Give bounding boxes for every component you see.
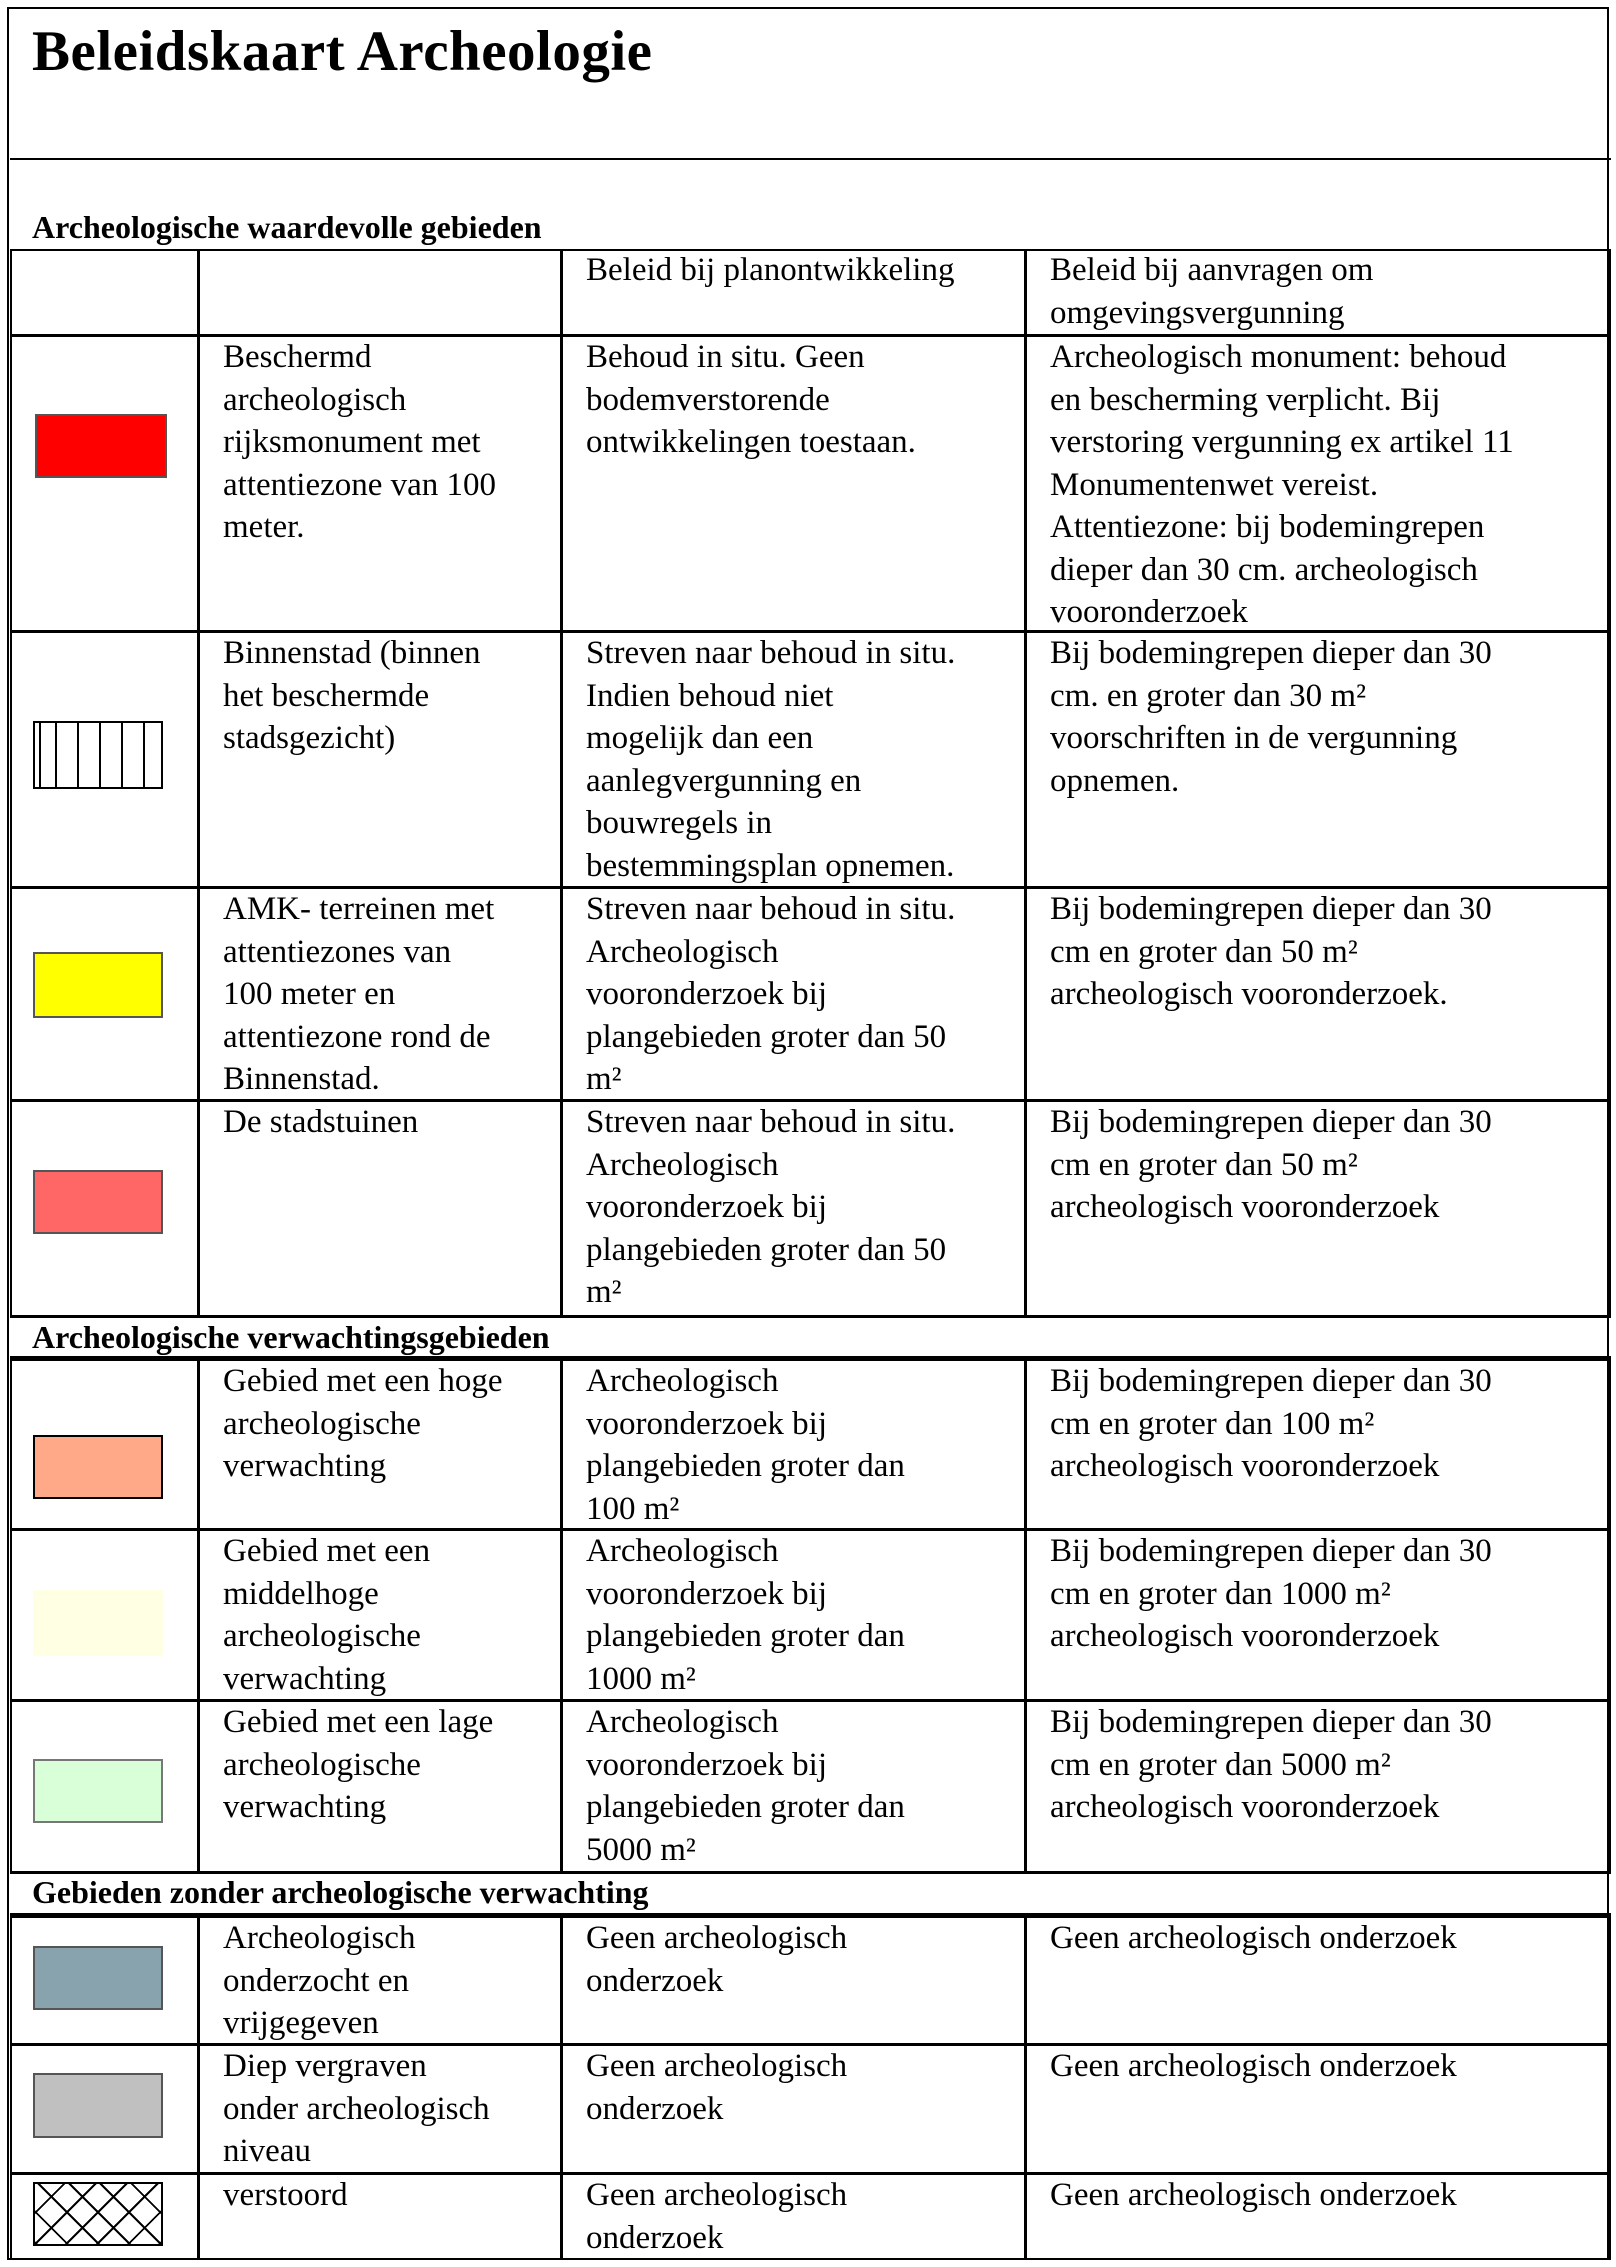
legend-swatch	[33, 2182, 163, 2246]
legend-swatch	[35, 414, 167, 478]
row-description: De stadstuinen	[223, 1104, 419, 1140]
table-rule-vertical	[10, 2043, 12, 2172]
table-rule-vertical	[10, 1528, 12, 1699]
page-title: Beleidskaart Archeologie	[32, 20, 653, 83]
legend-swatch	[33, 1946, 163, 2010]
table-rule-vertical	[197, 1915, 200, 2043]
table-rule-vertical	[10, 1358, 12, 1528]
table-rule-vertical	[197, 630, 200, 886]
table-rule-horizontal	[10, 1315, 1611, 1318]
table-rule-horizontal	[10, 1871, 1611, 1874]
row-plan-policy: Streven naar behoud in situ. Archeologisch vooronderzoek bij plangebieden groter dan 50 m²	[586, 891, 956, 1097]
table-rule-vertical	[10, 2172, 12, 2260]
row-plan-policy: Archeologisch vooronderzoek bij plangebieden groter dan 100 m²	[586, 1363, 905, 1527]
table-rule-vertical	[197, 1528, 200, 1699]
section-title: Gebieden zonder archeologische verwachting	[32, 1874, 649, 1910]
row-description: Gebied met een middelhoge archeologische verwachting	[223, 1533, 431, 1697]
table-rule-vertical	[197, 886, 200, 1099]
row-plan-policy: Behoud in situ. Geen bodemverstorende ontwikkelingen toestaan.	[586, 339, 916, 460]
row-plan-policy: Geen archeologisch onderzoek	[586, 1920, 848, 1999]
row-description: Archeologisch onderzocht en vrijgegeven	[223, 1920, 416, 2041]
row-description: Beschermd archeologisch rijksmonument met attentiezone van 100 meter.	[223, 339, 497, 545]
table-rule-vertical	[197, 2172, 200, 2260]
table-rule-vertical	[10, 1099, 12, 1315]
row-permit-policy: Bij bodemingrepen dieper dan 30 cm en groter dan 50 m² archeologisch vooronderzoek	[1050, 1104, 1492, 1225]
row-permit-policy: Geen archeologisch onderzoek	[1050, 2177, 1457, 2213]
row-description: verstoord	[223, 2177, 348, 2213]
table-rule-horizontal	[10, 1356, 1611, 1359]
row-permit-policy: Archeologisch monument: behoud en bescherming verplicht. Bij verstoring vergunning ex artikel 11 Monumentenwet vereist. Attentiezone: bij bodemingrepen dieper dan 30 cm. archeologisch vooronderzoek	[1050, 339, 1514, 630]
table-rule-vertical	[197, 1358, 200, 1528]
table-rule-vertical	[10, 334, 12, 630]
table-rule-vertical	[197, 334, 200, 630]
column-header-plan: Beleid bij planontwikkeling	[586, 252, 955, 288]
row-permit-policy: Bij bodemingrepen dieper dan 30 cm. en groter dan 30 m² voorschriften in de vergunning opnemen.	[1050, 635, 1492, 799]
row-permit-policy: Bij bodemingrepen dieper dan 30 cm en groter dan 50 m² archeologisch vooronderzoek.	[1050, 891, 1492, 1012]
row-description: Gebied met een lage archeologische verwachting	[223, 1704, 494, 1825]
row-plan-policy: Archeologisch vooronderzoek bij plangebieden groter dan 5000 m²	[586, 1704, 905, 1868]
row-plan-policy: Streven naar behoud in situ. Indien behoud niet mogelijk dan een aanlegvergunning en bouwregels in bestemmingsplan opnemen.	[586, 635, 956, 884]
legend-swatch	[33, 1590, 163, 1656]
table-rule-vertical	[197, 1699, 200, 1871]
table-rule-vertical	[10, 249, 12, 334]
legend-swatch	[33, 1170, 163, 1234]
row-description: Binnenstad (binnen het beschermde stadsgezicht)	[223, 635, 481, 756]
row-permit-policy: Bij bodemingrepen dieper dan 30 cm en groter dan 1000 m² archeologisch vooronderzoek	[1050, 1533, 1492, 1654]
legend-swatch	[33, 952, 163, 1018]
row-permit-policy: Geen archeologisch onderzoek	[1050, 2048, 1457, 2084]
row-plan-policy: Geen archeologisch onderzoek	[586, 2048, 848, 2127]
table-rule-vertical	[560, 249, 563, 334]
table-rule-vertical	[10, 1699, 12, 1871]
section-title: Archeologische waardevolle gebieden	[32, 209, 542, 245]
row-plan-policy: Streven naar behoud in situ. Archeologisch vooronderzoek bij plangebieden groter dan 50 m²	[586, 1104, 956, 1310]
legend-swatch	[33, 2073, 163, 2138]
table-rule-horizontal	[10, 1913, 1611, 1916]
row-permit-policy: Bij bodemingrepen dieper dan 30 cm en groter dan 100 m² archeologisch vooronderzoek	[1050, 1363, 1492, 1484]
table-rule-vertical	[197, 249, 200, 334]
table-rule-vertical	[197, 1099, 200, 1315]
legend-swatch	[33, 1759, 163, 1823]
section-title: Archeologische verwachtingsgebieden	[32, 1319, 550, 1355]
table-rule-vertical	[10, 886, 12, 1099]
column-header-permit: Beleid bij aanvragen om omgevingsvergunning	[1050, 252, 1374, 331]
row-description: Gebied met een hoge archeologische verwachting	[223, 1363, 503, 1484]
table-rule-vertical	[197, 2043, 200, 2172]
row-permit-policy: Geen archeologisch onderzoek	[1050, 1920, 1457, 1956]
row-description: AMK- terreinen met attentiezones van 100 meter en attentiezone rond de Binnenstad.	[223, 891, 495, 1097]
legend-swatch	[33, 1435, 163, 1499]
row-permit-policy: Bij bodemingrepen dieper dan 30 cm en groter dan 5000 m² archeologisch vooronderzoek	[1050, 1704, 1492, 1825]
row-plan-policy: Archeologisch vooronderzoek bij plangebieden groter dan 1000 m²	[586, 1533, 905, 1697]
row-description: Diep vergraven onder archeologisch niveau	[223, 2048, 490, 2169]
row-plan-policy: Geen archeologisch onderzoek	[586, 2177, 848, 2256]
table-rule-horizontal	[10, 158, 1611, 160]
table-rule-vertical	[10, 630, 12, 886]
table-rule-vertical	[10, 1915, 12, 2043]
legend-swatch	[33, 721, 163, 789]
document	[7, 7, 1609, 2260]
